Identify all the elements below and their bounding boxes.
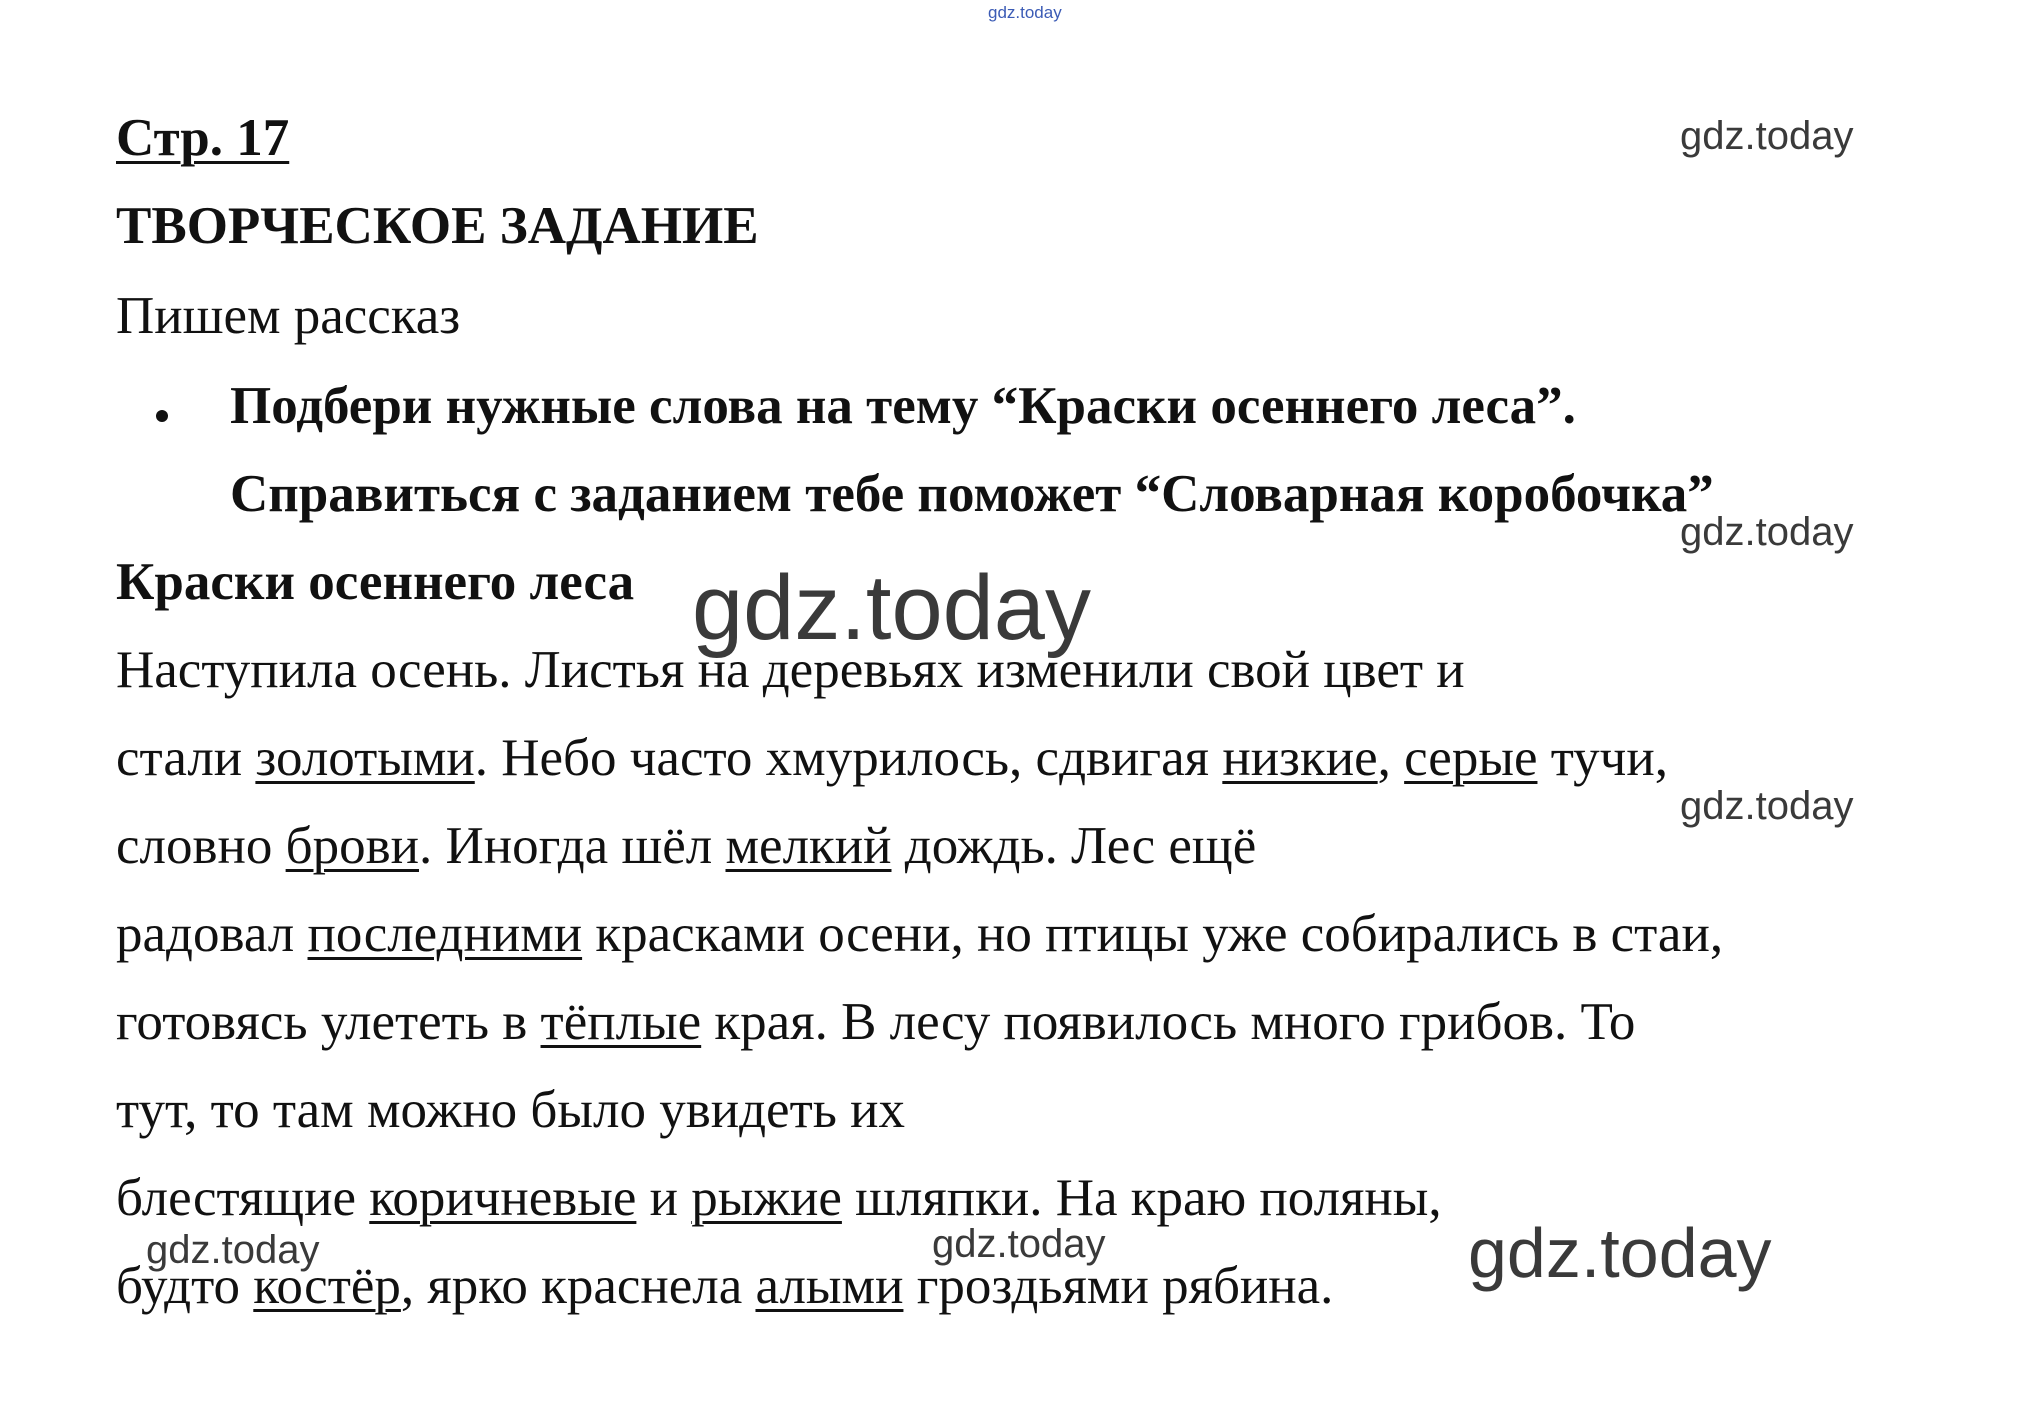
story-text: тучи, bbox=[1537, 729, 1668, 787]
story-line bbox=[116, 1257, 1334, 1315]
story-line bbox=[116, 1169, 1442, 1227]
story-text: гроздьями рябина. bbox=[903, 1257, 1334, 1315]
filled-word: золотыми bbox=[255, 729, 475, 787]
story-text: , bbox=[1377, 729, 1405, 787]
story-text: будто bbox=[116, 1257, 254, 1315]
story-text: красками осени, но птицы уже собирались в стаи, bbox=[582, 905, 1724, 963]
story-text: . Небо часто хмурилось, сдвигая bbox=[474, 729, 1223, 787]
filled-word: рыжие bbox=[691, 1169, 842, 1227]
story-title: Краски осеннего леса bbox=[116, 553, 635, 611]
filled-word: брови bbox=[285, 817, 419, 875]
filled-word: коричневые bbox=[369, 1169, 637, 1227]
story-line bbox=[116, 641, 1465, 699]
section-title: ТВОРЧЕСКОЕ ЗАДАНИЕ bbox=[116, 197, 759, 255]
filled-word: костёр bbox=[253, 1257, 401, 1315]
page-label: Стр. 17 bbox=[116, 109, 290, 167]
watermark: gdz.today bbox=[932, 1222, 1106, 1266]
filled-word: мелкий bbox=[725, 817, 892, 875]
story-text: , ярко краснела bbox=[400, 1257, 756, 1315]
story-line bbox=[116, 729, 1668, 787]
story-text: дождь. Лес ещё bbox=[891, 817, 1257, 875]
filled-word: последними bbox=[307, 905, 583, 963]
filled-word: тёплые bbox=[540, 993, 702, 1051]
watermark-large: gdz.today bbox=[1468, 1214, 1772, 1292]
story-line bbox=[116, 817, 1257, 875]
story-line bbox=[116, 993, 1636, 1051]
story-text: шляпки. На краю поляны, bbox=[841, 1169, 1442, 1227]
filled-word: низкие bbox=[1222, 729, 1378, 787]
watermark: gdz.today bbox=[1680, 114, 1854, 158]
bullet-icon bbox=[156, 410, 168, 422]
watermark-large: gdz.today bbox=[692, 557, 1091, 659]
task-line-2: Справиться с заданием тебе поможет “Словарная коробочка” bbox=[230, 465, 1714, 523]
watermark: gdz.today bbox=[1680, 784, 1854, 828]
subtitle: Пишем рассказ bbox=[116, 287, 461, 345]
filled-word: серые bbox=[1404, 729, 1538, 787]
story-line bbox=[116, 1081, 906, 1139]
story-text: . Иногда шёл bbox=[418, 817, 726, 875]
story-text: стали bbox=[116, 729, 256, 787]
story-text: и bbox=[636, 1169, 692, 1227]
story-text: словно bbox=[116, 817, 286, 875]
story-text: радовал bbox=[116, 905, 308, 963]
task-line-1: Подбери нужные слова на тему “Краски осеннего леса”. bbox=[230, 377, 1576, 435]
story-text: края. В лесу появилось много грибов. То bbox=[701, 993, 1636, 1051]
watermark: gdz.today bbox=[1680, 510, 1854, 554]
watermark: gdz.today bbox=[146, 1228, 320, 1272]
story-text: блестящие bbox=[116, 1169, 370, 1227]
story-text: Наступила осень. Листья на деревьях изменили свой цвет и bbox=[116, 641, 1465, 699]
story-text: готовясь улететь в bbox=[116, 993, 541, 1051]
watermark-top: gdz.today bbox=[988, 3, 1062, 22]
story-text: тут, то там можно было увидеть их bbox=[116, 1081, 906, 1139]
filled-word: алыми bbox=[755, 1257, 904, 1315]
story-line bbox=[116, 905, 1724, 963]
